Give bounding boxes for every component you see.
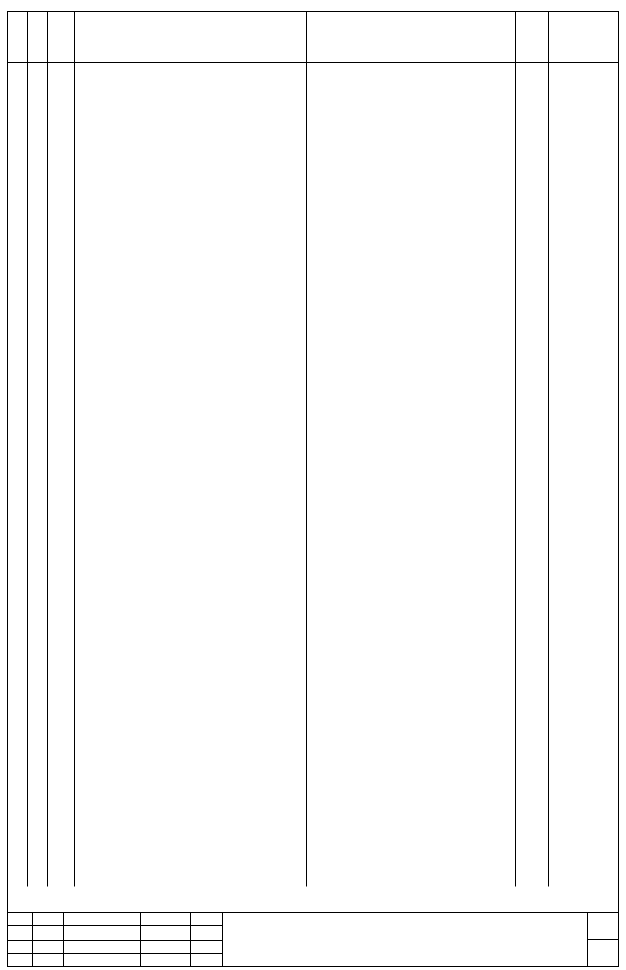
sheet-frame [8,12,619,967]
column-lines [28,12,549,887]
title-block [8,913,619,967]
